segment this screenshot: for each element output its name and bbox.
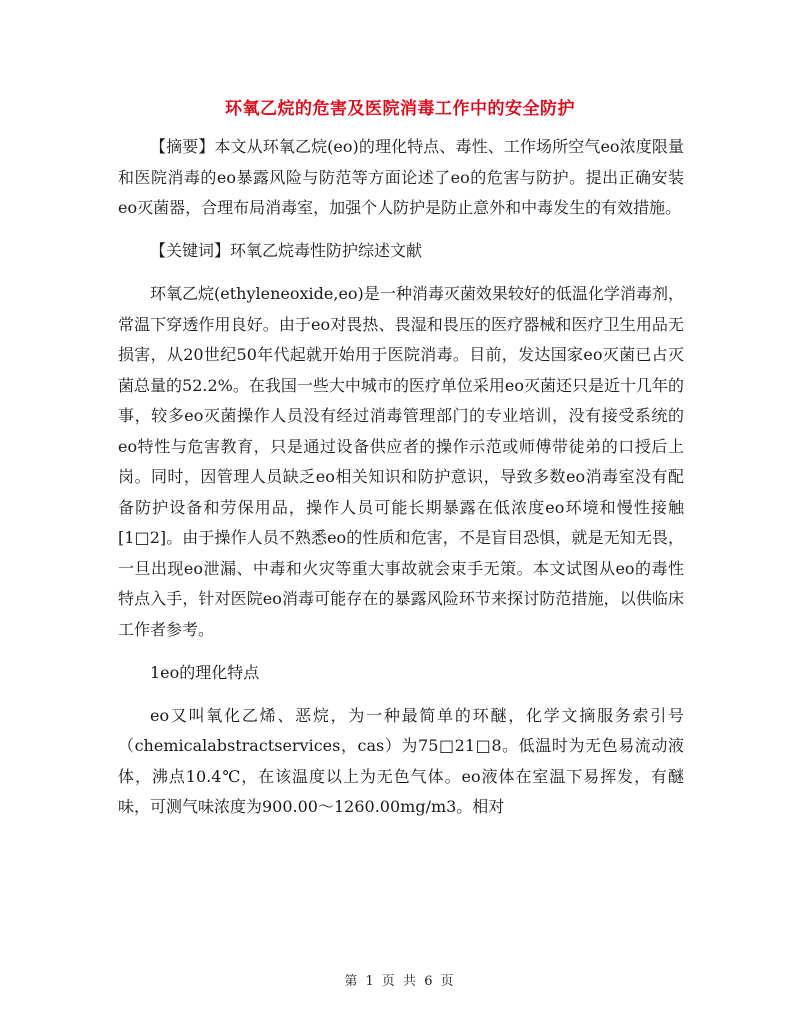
section-heading: 1eo的理化特点: [150, 662, 260, 682]
intro-paragraph: 环氧乙烷(ethyleneoxide,eo)是一种消毒灭菌效果较好的低温化学消毒剂，常温下穿透作用良好。由于eo对畏热、畏湿和畏压的医疗器械和医疗卫生用品无损害，从20世纪50年代起就开始用于医院消毒。目前，发达国家eo灭菌已占灭菌总量的52.2%。在我国一些大中城市的医疗单位采用eo灭菌还只是近十几年的事，较多eo灭菌操作人员没有经过消毒管理部门的专业培训，没有接受系统的eo特性与危害教育，只是通过设备供应者的操作示范或师傅带徒弟的口授后上岗。同时，因管理人员缺乏eo相关知识和防护意识，导致多数eo消毒室没有配备防护设备和劳保用品，操作人员可能长期暴露在低浓度eo环境和慢性接触[1□2]。由于操作人员不熟悉eo的性质和危害，不是盲目恐惧，就是无知无畏，一旦出现eo泄漏、中毒和火灾等重大事故就会束手无策。本文试图从eo的毒性特点入手，针对医院eo消毒可能存在的暴露风险环节来探讨防范措施，以供临床工作者参考。: [118, 284, 684, 639]
document-body: [118, 132, 684, 835]
keywords-paragraph: 【关键词】环氧乙烷毒性防护综述文献: [150, 241, 423, 260]
document-title: 环氧乙烷的危害及医院消毒工作中的安全防护: [225, 99, 575, 119]
abstract-paragraph: 【摘要】本文从环氧乙烷(eo)的理化特点、毒性、工作场所空气eo浓度限量和医院消毒的eo暴露风险与防范等方面论述了eo的危害与防护。提出正确安装eo灭菌器，合理布局消毒室，加强个人防护是防止意外和中毒发生的有效措施。: [118, 137, 684, 217]
page-footer: 第 1 页 共 6 页: [344, 974, 456, 989]
section-paragraph: eo又叫氧化乙烯、恶烷，为一种最简单的环醚，化学文摘服务索引号（chemicalabstractservices，cas）为75□21□8。低温时为无色易流动液体，沸点10.4℃，在该温度以上为无色气体。eo液体在室温下易挥发，有醚味，可测气味浓度为900.00～1260.00mg/m3。相对: [118, 705, 684, 816]
